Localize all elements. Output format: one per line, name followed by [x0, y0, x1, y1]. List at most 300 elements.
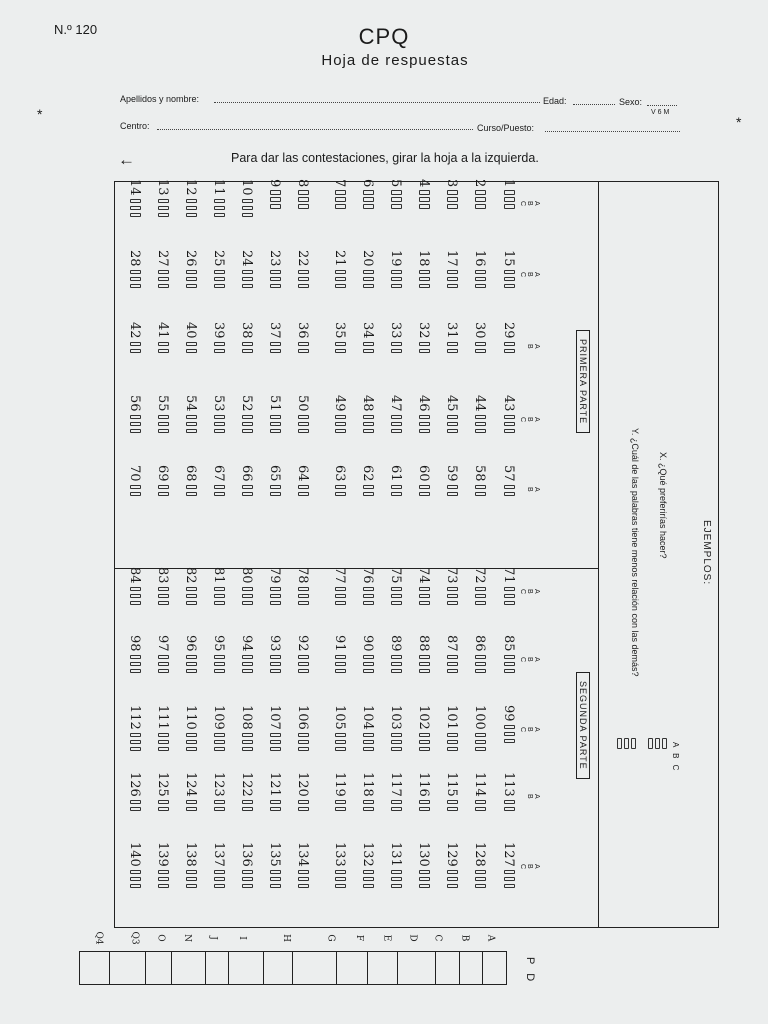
option-box[interactable] — [298, 422, 309, 427]
answer-item[interactable] — [471, 395, 489, 457]
option-box[interactable] — [130, 277, 141, 282]
option-box[interactable] — [419, 669, 430, 674]
answer-options[interactable] — [239, 270, 256, 291]
answer-item[interactable] — [415, 250, 433, 312]
option-box[interactable] — [419, 662, 430, 667]
option-box[interactable] — [475, 277, 486, 282]
option-box[interactable] — [242, 594, 253, 599]
answer-options[interactable] — [472, 190, 489, 211]
answer-options[interactable] — [501, 870, 518, 891]
option-box[interactable] — [504, 204, 515, 209]
answer-item[interactable] — [210, 772, 228, 834]
option-box[interactable] — [391, 870, 402, 875]
option-box[interactable] — [270, 190, 281, 195]
answer-item[interactable] — [182, 322, 200, 384]
option-box[interactable] — [298, 485, 309, 490]
answer-item[interactable] — [126, 842, 144, 904]
option-box[interactable] — [130, 422, 141, 427]
answer-options[interactable] — [332, 733, 349, 754]
option-box[interactable] — [391, 415, 402, 420]
answer-options[interactable] — [155, 342, 172, 356]
answer-options[interactable] — [332, 190, 349, 211]
answer-options[interactable] — [501, 725, 518, 746]
answer-item[interactable] — [210, 465, 228, 527]
option-box[interactable] — [363, 485, 374, 490]
option-box[interactable] — [391, 342, 402, 347]
answer-item[interactable] — [294, 465, 312, 527]
answer-item[interactable] — [126, 772, 144, 834]
option-box[interactable] — [504, 877, 515, 882]
option-box[interactable] — [504, 884, 515, 889]
answer-options[interactable] — [155, 870, 172, 891]
answer-options[interactable] — [360, 733, 377, 754]
option-box[interactable] — [475, 485, 486, 490]
answer-item[interactable] — [154, 772, 172, 834]
option-box[interactable] — [419, 342, 430, 347]
option-box[interactable] — [186, 800, 197, 805]
answer-item[interactable] — [266, 635, 284, 697]
answer-options[interactable] — [416, 655, 433, 676]
option-box[interactable] — [186, 342, 197, 347]
answer-options[interactable] — [183, 270, 200, 291]
option-box[interactable] — [391, 601, 402, 606]
answer-options[interactable] — [155, 199, 172, 220]
option-box[interactable] — [186, 740, 197, 745]
answer-options[interactable] — [239, 800, 256, 814]
answer-item[interactable] — [238, 179, 256, 241]
option-box[interactable] — [363, 594, 374, 599]
option-box[interactable] — [214, 284, 225, 289]
option-box[interactable] — [242, 485, 253, 490]
answer-options[interactable] — [472, 733, 489, 754]
option-box[interactable] — [504, 277, 515, 282]
option-box[interactable] — [186, 429, 197, 434]
answer-options[interactable] — [416, 270, 433, 291]
option-box[interactable] — [504, 422, 515, 427]
option-box[interactable] — [419, 877, 430, 882]
answer-options[interactable] — [388, 587, 405, 608]
answer-item[interactable] — [471, 635, 489, 697]
answer-options[interactable] — [444, 733, 461, 754]
answer-item[interactable] — [471, 465, 489, 527]
answer-options[interactable] — [239, 342, 256, 356]
option-box[interactable] — [419, 197, 430, 202]
option-box[interactable] — [242, 429, 253, 434]
answer-options[interactable] — [295, 800, 312, 814]
answer-options[interactable] — [416, 733, 433, 754]
option-box[interactable] — [391, 807, 402, 812]
option-box[interactable] — [391, 190, 402, 195]
option-box[interactable] — [475, 655, 486, 660]
option-box[interactable] — [391, 884, 402, 889]
answer-options[interactable] — [127, 270, 144, 291]
option-box[interactable] — [363, 807, 374, 812]
score-cell[interactable] — [205, 951, 229, 985]
option-box[interactable] — [335, 747, 346, 752]
answer-options[interactable] — [295, 870, 312, 891]
option-box[interactable] — [214, 422, 225, 427]
option-box[interactable] — [391, 349, 402, 354]
option-box[interactable] — [419, 429, 430, 434]
answer-item[interactable] — [359, 567, 377, 629]
answer-options[interactable] — [239, 870, 256, 891]
option-box[interactable] — [475, 349, 486, 354]
option-box[interactable] — [158, 206, 169, 211]
option-box[interactable] — [475, 662, 486, 667]
answer-options[interactable] — [183, 870, 200, 891]
answer-item[interactable] — [500, 567, 518, 629]
answer-options[interactable] — [360, 587, 377, 608]
option-box[interactable] — [391, 587, 402, 592]
answer-item[interactable] — [238, 567, 256, 629]
option-box[interactable] — [363, 204, 374, 209]
option-box[interactable] — [447, 807, 458, 812]
option-box[interactable] — [363, 601, 374, 606]
option-box[interactable] — [447, 669, 458, 674]
option-box[interactable] — [447, 422, 458, 427]
option-box[interactable] — [214, 807, 225, 812]
option-box[interactable] — [335, 594, 346, 599]
answer-item[interactable] — [331, 250, 349, 312]
option-box[interactable] — [504, 669, 515, 674]
answer-item[interactable] — [443, 635, 461, 697]
answer-options[interactable] — [267, 415, 284, 436]
option-box[interactable] — [391, 277, 402, 282]
option-box[interactable] — [270, 655, 281, 660]
answer-item[interactable] — [182, 395, 200, 457]
answer-item[interactable] — [443, 465, 461, 527]
option-box[interactable] — [504, 870, 515, 875]
option-box[interactable] — [504, 190, 515, 195]
answer-item[interactable] — [331, 322, 349, 384]
option-box[interactable] — [186, 601, 197, 606]
option-box[interactable] — [298, 277, 309, 282]
answer-options[interactable] — [416, 485, 433, 499]
answer-item[interactable] — [238, 465, 256, 527]
option-box[interactable] — [447, 349, 458, 354]
name-field[interactable] — [214, 94, 540, 103]
answer-item[interactable] — [210, 250, 228, 312]
option-box[interactable] — [419, 422, 430, 427]
option-box[interactable] — [158, 349, 169, 354]
age-field[interactable] — [573, 96, 615, 105]
option-box[interactable] — [270, 800, 281, 805]
answer-item[interactable] — [266, 842, 284, 904]
score-cell[interactable] — [109, 951, 146, 985]
option-box[interactable] — [475, 747, 486, 752]
option-box[interactable] — [335, 204, 346, 209]
option-box[interactable] — [419, 204, 430, 209]
answer-item[interactable] — [266, 395, 284, 457]
option-box[interactable] — [475, 342, 486, 347]
option-box[interactable] — [298, 594, 309, 599]
answer-item[interactable] — [294, 567, 312, 629]
option-box[interactable] — [186, 807, 197, 812]
option-box[interactable] — [270, 747, 281, 752]
option-box[interactable] — [298, 601, 309, 606]
answer-item[interactable] — [154, 395, 172, 457]
option-box[interactable] — [447, 747, 458, 752]
option-box[interactable] — [270, 277, 281, 282]
option-box[interactable] — [186, 655, 197, 660]
option-box[interactable] — [298, 870, 309, 875]
answer-item[interactable] — [500, 772, 518, 834]
answer-options[interactable] — [416, 587, 433, 608]
option-box[interactable] — [447, 740, 458, 745]
option-box[interactable] — [391, 204, 402, 209]
option-box[interactable] — [447, 492, 458, 497]
answer-options[interactable] — [360, 342, 377, 356]
answer-options[interactable] — [155, 800, 172, 814]
option-box[interactable] — [298, 669, 309, 674]
option-box[interactable] — [130, 206, 141, 211]
option-box[interactable] — [335, 422, 346, 427]
answer-item[interactable] — [126, 322, 144, 384]
option-box[interactable] — [298, 197, 309, 202]
option-box[interactable] — [298, 740, 309, 745]
answer-item[interactable] — [294, 842, 312, 904]
option-box[interactable] — [242, 342, 253, 347]
option-box[interactable] — [270, 270, 281, 275]
option-box[interactable] — [419, 277, 430, 282]
option-box[interactable] — [214, 485, 225, 490]
answer-options[interactable] — [472, 870, 489, 891]
option-box[interactable] — [270, 204, 281, 209]
option-box[interactable] — [130, 601, 141, 606]
answer-item[interactable] — [210, 395, 228, 457]
option-box[interactable] — [158, 342, 169, 347]
answer-options[interactable] — [267, 870, 284, 891]
answer-options[interactable] — [267, 655, 284, 676]
option-box[interactable] — [130, 485, 141, 490]
answer-item[interactable] — [266, 322, 284, 384]
answer-item[interactable] — [387, 842, 405, 904]
answer-options[interactable] — [127, 733, 144, 754]
option-box[interactable] — [475, 492, 486, 497]
option-box[interactable] — [270, 587, 281, 592]
option-box[interactable] — [447, 342, 458, 347]
option-box[interactable] — [270, 284, 281, 289]
option-box[interactable] — [242, 270, 253, 275]
option-box[interactable] — [214, 877, 225, 882]
answer-item[interactable] — [387, 179, 405, 241]
option-box[interactable] — [419, 807, 430, 812]
answer-options[interactable] — [127, 485, 144, 499]
option-box[interactable] — [335, 587, 346, 592]
option-box[interactable] — [242, 747, 253, 752]
option-box[interactable] — [214, 342, 225, 347]
option-box[interactable] — [447, 277, 458, 282]
option-box[interactable] — [335, 349, 346, 354]
answer-options[interactable] — [388, 800, 405, 814]
option-box[interactable] — [363, 277, 374, 282]
option-box[interactable] — [363, 740, 374, 745]
option-box[interactable] — [130, 594, 141, 599]
answer-options[interactable] — [127, 655, 144, 676]
answer-item[interactable] — [331, 395, 349, 457]
answer-item[interactable] — [443, 395, 461, 457]
answer-item[interactable] — [294, 635, 312, 697]
option-box[interactable] — [270, 349, 281, 354]
answer-options[interactable] — [267, 733, 284, 754]
option-box[interactable] — [158, 877, 169, 882]
option-box[interactable] — [447, 884, 458, 889]
answer-options[interactable] — [267, 270, 284, 291]
option-box[interactable] — [504, 732, 515, 737]
option-box[interactable] — [130, 800, 141, 805]
answer-item[interactable] — [182, 465, 200, 527]
option-box[interactable] — [504, 492, 515, 497]
option-box[interactable] — [214, 655, 225, 660]
option-box[interactable] — [335, 807, 346, 812]
answer-item[interactable] — [294, 250, 312, 312]
option-box[interactable] — [270, 601, 281, 606]
option-box[interactable] — [158, 270, 169, 275]
answer-options[interactable] — [472, 342, 489, 356]
option-box[interactable] — [363, 492, 374, 497]
option-box[interactable] — [242, 655, 253, 660]
answer-item[interactable] — [210, 567, 228, 629]
answer-item[interactable] — [500, 705, 518, 767]
answer-item[interactable] — [154, 322, 172, 384]
answer-item[interactable] — [443, 250, 461, 312]
option-box[interactable] — [475, 204, 486, 209]
answer-item[interactable] — [331, 772, 349, 834]
answer-item[interactable] — [500, 635, 518, 697]
option-box[interactable] — [363, 747, 374, 752]
option-box[interactable] — [363, 662, 374, 667]
answer-options[interactable] — [472, 800, 489, 814]
answer-item[interactable] — [210, 705, 228, 767]
option-box[interactable] — [158, 429, 169, 434]
answer-item[interactable] — [126, 705, 144, 767]
option-box[interactable] — [186, 662, 197, 667]
example-x-boxes[interactable] — [617, 735, 638, 753]
option-box[interactable] — [158, 284, 169, 289]
option-box[interactable] — [242, 284, 253, 289]
option-box[interactable] — [447, 594, 458, 599]
answer-item[interactable] — [387, 567, 405, 629]
answer-item[interactable] — [387, 772, 405, 834]
option-box[interactable] — [158, 655, 169, 660]
option-box[interactable] — [475, 884, 486, 889]
option-box[interactable] — [186, 594, 197, 599]
answer-item[interactable] — [126, 465, 144, 527]
option-box[interactable] — [335, 190, 346, 195]
answer-options[interactable] — [388, 270, 405, 291]
answer-item[interactable] — [471, 567, 489, 629]
option-box[interactable] — [270, 733, 281, 738]
option-box[interactable] — [447, 733, 458, 738]
answer-item[interactable] — [331, 567, 349, 629]
answer-item[interactable] — [210, 322, 228, 384]
answer-options[interactable] — [155, 587, 172, 608]
option-box[interactable] — [504, 594, 515, 599]
answer-item[interactable] — [415, 772, 433, 834]
answer-options[interactable] — [501, 415, 518, 436]
option-box[interactable] — [270, 884, 281, 889]
answer-options[interactable] — [211, 342, 228, 356]
option-box[interactable] — [335, 877, 346, 882]
answer-options[interactable] — [155, 655, 172, 676]
answer-item[interactable] — [126, 179, 144, 241]
option-box[interactable] — [130, 807, 141, 812]
option-box[interactable] — [186, 415, 197, 420]
option-box[interactable] — [391, 662, 402, 667]
answer-options[interactable] — [416, 415, 433, 436]
option-box[interactable] — [504, 485, 515, 490]
answer-item[interactable] — [387, 465, 405, 527]
answer-item[interactable] — [294, 705, 312, 767]
option-box[interactable] — [186, 206, 197, 211]
answer-item[interactable] — [126, 395, 144, 457]
answer-options[interactable] — [444, 485, 461, 499]
answer-item[interactable] — [387, 395, 405, 457]
answer-options[interactable] — [416, 190, 433, 211]
answer-item[interactable] — [182, 250, 200, 312]
answer-options[interactable] — [127, 587, 144, 608]
option-box[interactable] — [298, 662, 309, 667]
option-box[interactable] — [504, 800, 515, 805]
option-box[interactable] — [504, 725, 515, 730]
answer-item[interactable] — [500, 250, 518, 312]
option-box[interactable] — [391, 422, 402, 427]
answer-options[interactable] — [127, 342, 144, 356]
option-box[interactable] — [214, 800, 225, 805]
option-box[interactable] — [298, 190, 309, 195]
option-box[interactable] — [186, 485, 197, 490]
option-box[interactable] — [419, 485, 430, 490]
option-box[interactable] — [447, 870, 458, 875]
option-box[interactable] — [242, 601, 253, 606]
answer-item[interactable] — [471, 842, 489, 904]
answer-item[interactable] — [266, 567, 284, 629]
option-box[interactable] — [475, 284, 486, 289]
option-box[interactable] — [242, 800, 253, 805]
option-box[interactable] — [214, 213, 225, 218]
answer-options[interactable] — [444, 655, 461, 676]
option-box[interactable] — [214, 733, 225, 738]
option-box[interactable] — [158, 669, 169, 674]
option-box[interactable] — [363, 587, 374, 592]
answer-options[interactable] — [183, 199, 200, 220]
answer-item[interactable] — [182, 842, 200, 904]
option-box[interactable] — [447, 190, 458, 195]
option-box[interactable] — [270, 740, 281, 745]
answer-item[interactable] — [238, 395, 256, 457]
option-box[interactable] — [242, 733, 253, 738]
score-cell[interactable] — [171, 951, 206, 985]
option-box[interactable] — [214, 415, 225, 420]
option-box[interactable] — [504, 601, 515, 606]
answer-item[interactable] — [443, 322, 461, 384]
option-box[interactable] — [475, 587, 486, 592]
answer-item[interactable] — [182, 635, 200, 697]
option-box[interactable] — [242, 206, 253, 211]
answer-options[interactable] — [388, 870, 405, 891]
option-box[interactable] — [447, 662, 458, 667]
option-box[interactable] — [419, 800, 430, 805]
option-box[interactable] — [242, 213, 253, 218]
answer-options[interactable] — [332, 800, 349, 814]
answer-options[interactable] — [501, 485, 518, 499]
answer-item[interactable] — [154, 635, 172, 697]
answer-options[interactable] — [295, 270, 312, 291]
option-box[interactable] — [158, 807, 169, 812]
option-box[interactable] — [242, 870, 253, 875]
answer-item[interactable] — [238, 635, 256, 697]
answer-options[interactable] — [332, 587, 349, 608]
